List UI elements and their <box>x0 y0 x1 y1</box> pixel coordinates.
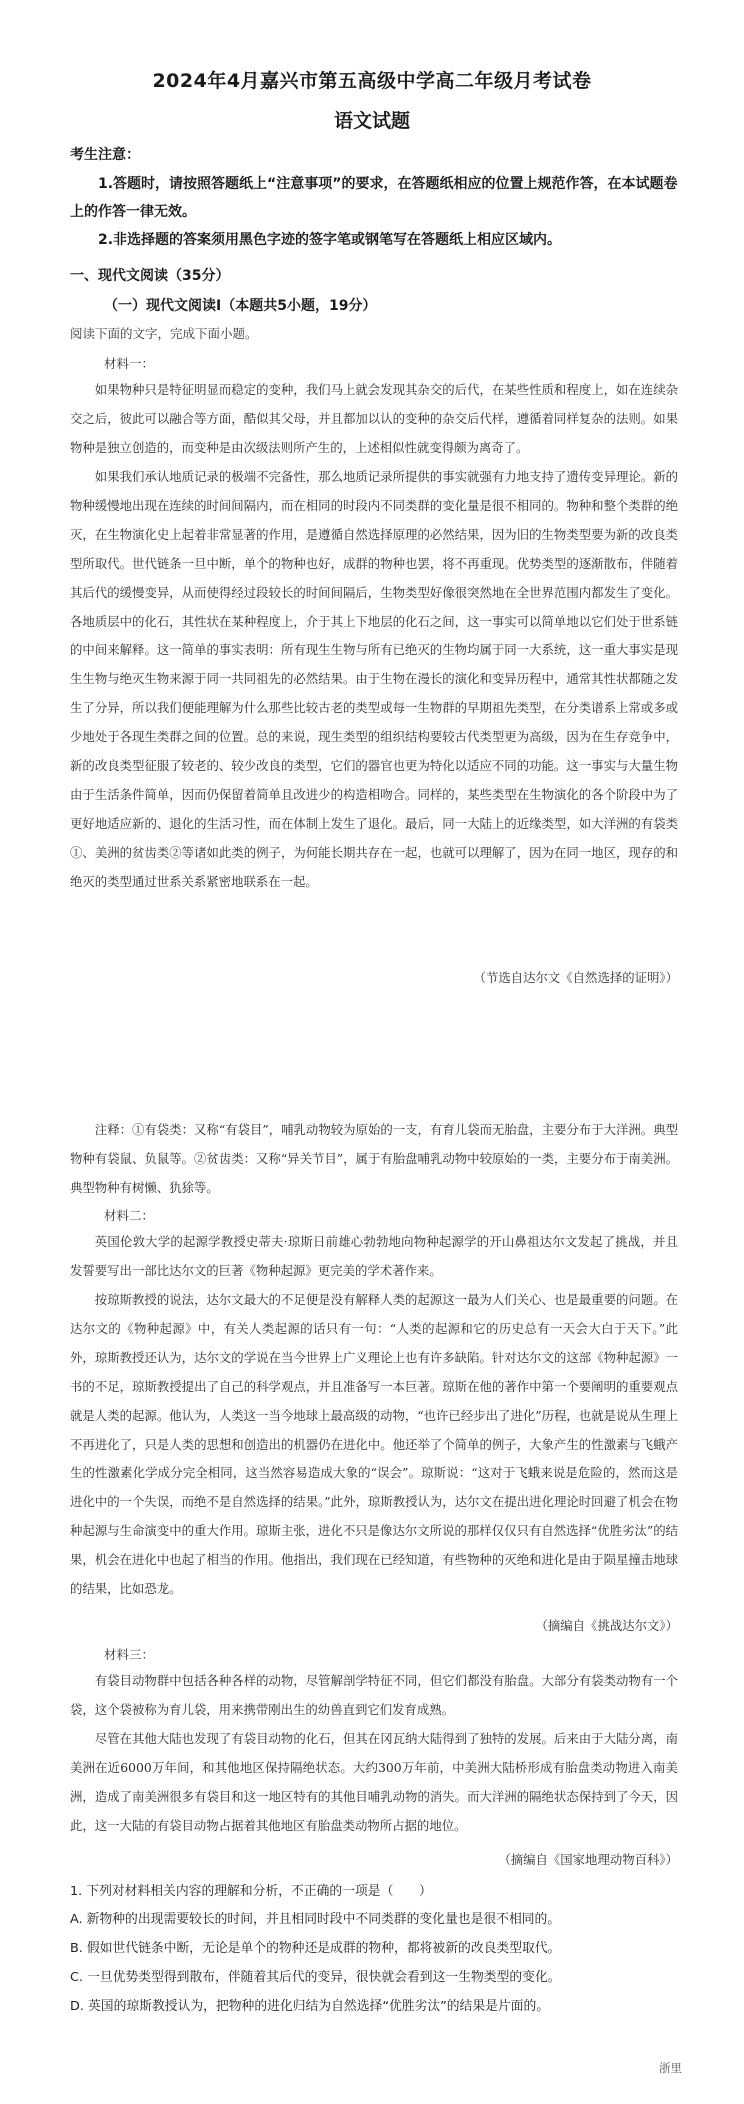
section-heading: 一、现代文阅读（35分） <box>70 268 230 284</box>
material3-label: 材料三： <box>104 1647 155 1662</box>
material2-paragraph-2: 按琼斯教授的说法，达尔文最大的不足便是没有解释人类的起源这一最为人们关心、也是最重要的问题。在达尔文的《物种起源》中，有关人类起源的话只有一句：“人类的起源和它的历史总有一天会大白于天下。”此外，琼斯教授还认为，达尔文的学说在当今世界上广义理论上也有许多缺陷。针对达尔文的这部《物种起源》一书的不足，琼斯教授提出了自己的科学观点，并且准备写一本巨著。琼斯在他的著作中第一个要阐明的重要观点就是人类的起源。他认为，人类这一当今地球上最高级的动物，“也许已经步出了进化”历程，也就是说从生理上不再进化了，只是人类的思想和创造出的机器仍在进化中。他还举了个简单的例子，大象产生的性激素与飞蛾产生的性激素化学成分完全相同，这当然容易造成大象的“误会”。琼斯说：“这对于飞蛾来说是危险的，然而这是进化中的一个失误，而绝不是自然选择的结果。”此外，琼斯教授认为，达尔文在提出进化理论时回避了机会在物种起源与生命演变中的重大作用。琼斯主张，进化不只是像达尔文所说的那样仅仅只有自然选择“优胜劣汰”的结果，机会在进化中也起了相当的作用。他指出，我们现在已经知道，有些物种的灭绝和进化是由于陨星撞击地球的结果，比如恐龙。 <box>70 1292 678 1597</box>
option-c[interactable]: C. 一旦优势类型得到散布，伴随着其后代的变异，很快就会看到这一生物类型的变化。 <box>70 1970 561 1985</box>
notice-heading: 考生注意： <box>70 147 140 163</box>
material1-source: （节选自达尔文《自然选择的证明》） <box>473 970 678 985</box>
section-subheading: （一）现代文阅读Ⅰ（本题共5小题，19分） <box>104 298 377 314</box>
material3-paragraph-1: 有袋目动物群中包括各种各样的动物，尽管解剖学特征不同，但它们都没有胎盘。大部分有袋类动物有一个袋，这个袋被称为育儿袋，用来携带刚出生的幼兽直到它们发育成熟。 <box>70 1673 678 1717</box>
notice-rule-2: 2.非选择题的答案须用黑色字迹的签字笔或钢笔写在答题纸上相应区域内。 <box>98 232 562 248</box>
exam-subtitle: 语文试题 <box>333 110 410 132</box>
option-d[interactable]: D. 英国的琼斯教授认为，把物种的进化归结为自然选择“优胜劣汰”的结果是片面的。 <box>70 1999 550 2014</box>
material2-label: 材料二： <box>104 1208 155 1223</box>
question-stem: 1. 下列对材料相关内容的理解和分析，不正确的一项是（ ） <box>70 1884 432 1899</box>
material2-paragraph-1: 英国伦敦大学的起源学教授史蒂夫·琼斯日前雄心勃勃地向物种起源学的开山鼻祖达尔文发起了挑战，并且发誓要写出一部比达尔文的巨著《物种起源》更完美的学术著作来。 <box>70 1234 678 1278</box>
material3-paragraph-2: 尽管在其他大陆也发现了有袋目动物的化石，但其在冈瓦纳大陆得到了独特的发展。后来由于大陆分离，南美洲在近6000万年间，和其他地区保持隔绝状态。大约300万年前，中美洲大陆桥形成有胎盘类动物进入南美洲，造成了南美洲很多有袋目和这一地区特有的其他目哺乳动物的消失。而大洋洲的隔绝状态保持到了今天，因此，这一大陆的有袋目动物占据着其他地区有胎盘类动物所占据的地位。 <box>70 1731 678 1833</box>
option-b[interactable]: B. 假如世代链条中断，无论是单个的物种还是成群的物种，都将被新的改良类型取代。 <box>70 1941 561 1956</box>
notice-rule-1: 1.答题时，请按照答题纸上“注意事项”的要求，在答题纸相应的位置上规范作答，在本试题卷上的作答一律无效。 <box>70 176 678 220</box>
material3-source: （摘编自《国家地理动物百科》） <box>498 1852 678 1867</box>
exam-title: 2024年4月嘉兴市第五高级中学高二年级月考试卷 <box>152 70 592 92</box>
option-a[interactable]: A. 新物种的出现需要较长的时间，并且相同时段中不同类群的变化量也是很不相同的。 <box>70 1912 561 1927</box>
material2-source: （摘编自《挑战达尔文》） <box>535 1618 678 1633</box>
annotation: 注释：①有袋类：又称“有袋目”，哺乳动物较为原始的一支，有育儿袋而无胎盘，主要分布于大洋洲。典型物种有袋鼠、负鼠等。②贫齿类：又称“异关节目”，属于有胎盘哺乳动物中较原始的一类，主要分布于南美洲。典型物种有树懒、犰狳等。 <box>70 1122 678 1195</box>
material1-paragraph-1: 如果物种只是特征明显而稳定的变种，我们马上就会发现其杂交的后代，在某些性质和程度上，如在连续杂交之后，彼此可以融合等方面，酷似其父母，并且都加以认的变种的杂交后代样，遵循着同样复杂的法则。如果物种是独立创造的，而变种是由次级法则所产生的，上述相似性就变得颇为离奇了。 <box>70 382 678 455</box>
material1-label: 材料一： <box>104 356 155 371</box>
material1-paragraph-2: 如果我们承认地质记录的极端不完备性，那么地质记录所提供的事实就强有力地支持了遗传变异理论。新的物种缓慢地出现在连续的时间间隔内，而在相同的时段内不同类群的变化量是很不相同的。物种和整个类群的绝灭，在生物演化史上起着非常显著的作用，是遵循自然选择原理的必然结果，因为旧的生物类型要为新的改良类型所取代。世代链条一旦中断，单个的物种也好，成群的物种也罢，将不再重现。优势类型的逐渐散布，伴随着其后代的缓慢变异，从而使得经过段较长的时间间隔后，生物类型好像很突然地在全世界范围内都发生了变化。各地质层中的化石，其性状在某种程度上，介于其上下地层的化石之间，这一事实可以简单地以它们处于世系链的中间来解释。这一简单的事实表明：所有现生生物与所有已绝灭的生物均属于同一大系统，这一重大事实是现生生物与绝灭生物来源于同一共同祖先的必然结果。由于生物在漫长的演化和变异历程中，通常其性状都随之发生了分异，所以我们便能理解为什么那些比较古老的类型或每一生物群的早期祖先类型，在分类谱系上常或多或少地处于各现生类群之间的位置。总的来说，现生类型的组织结构要较古代类型更为高级，因为在生存竞争中，新的改良类型征服了较老的、较少改良的类型，它们的器官也更为特化以适应不同的功能。这一事实与大量生物由于生活条件简单，因而仍保留着简单且改进少的构造相吻合。同样的，某些类型在生物演化的各个阶段中为了更好地适应新的、退化的生活习性，而在体制上发生了退化。最后，同一大陆上的近缘类型，如大洋洲的有袋类①、美洲的贫齿类②等诸如此类的例子，为何能长期共存在一起，也就可以理解了，因为在同一地区，现存的和绝灭的类型通过世系关系紧密地联系在一起。 <box>70 469 678 889</box>
footer-mark: 浙里 <box>659 2061 682 2075</box>
reading-lead: 阅读下面的文字，完成下面小题。 <box>70 326 258 341</box>
